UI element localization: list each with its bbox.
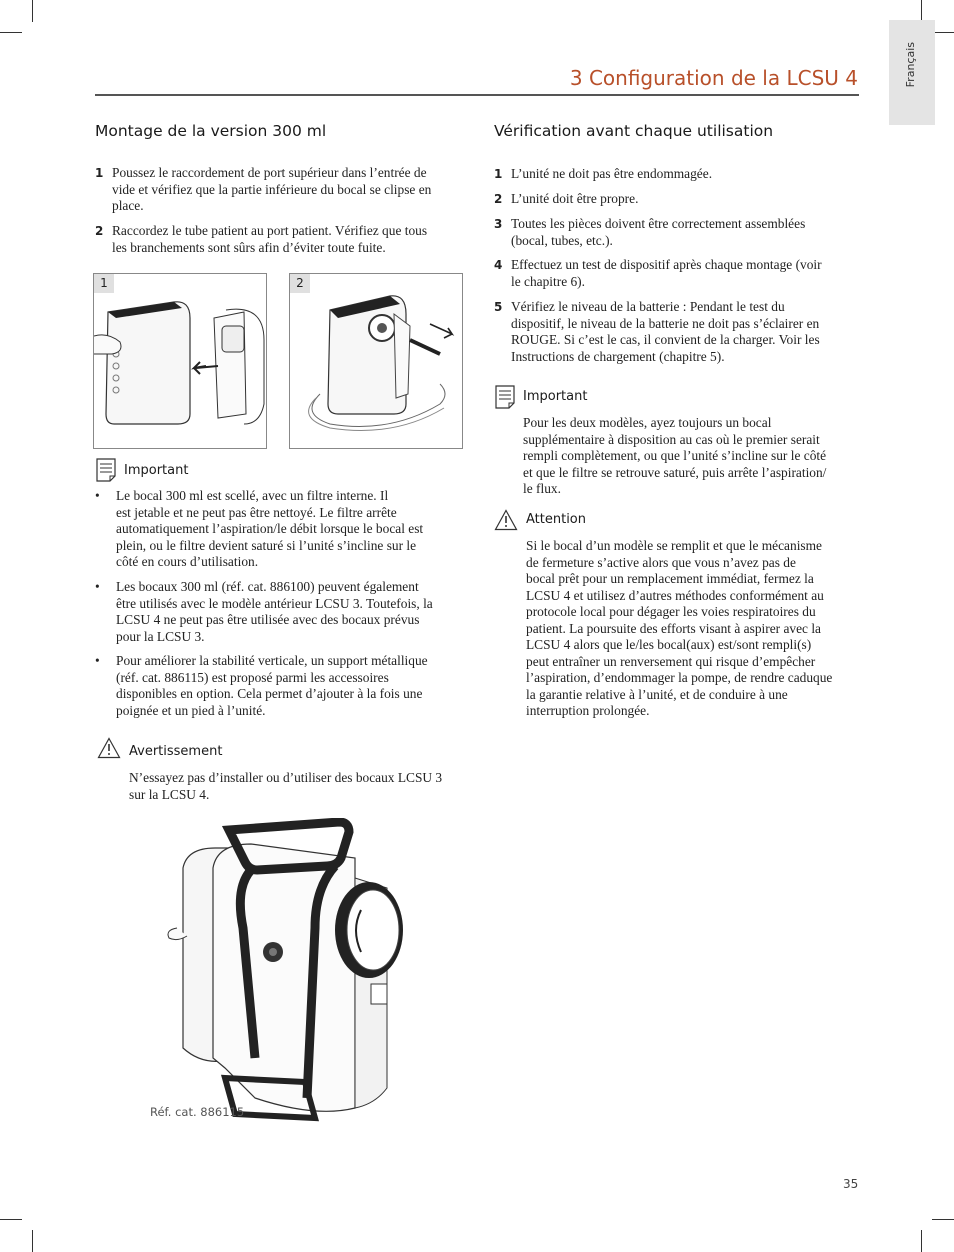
page-number: 35	[843, 1177, 859, 1191]
device-stand-illustration	[165, 818, 415, 1128]
step-line: ROUGE. Si c’est le cas, il convient de la charger. Voir les	[511, 332, 820, 347]
step-line: vide et vérifiez que la partie inférieure du bocal se clipse en	[112, 181, 432, 197]
important-line: supplémentaire à disposition au cas où le premier serait	[523, 431, 820, 447]
figure-2	[289, 273, 463, 449]
warning-line: N’essayez pas d’installer ou d’utiliser des bocaux LCSU 3	[129, 770, 443, 785]
step-line: Raccordez le tube patient au port patient. Vérifiez que tous	[112, 223, 428, 238]
bullet-line: disponibles en option. Cela permet d’ajouter à la fois une	[116, 686, 423, 701]
language-tab	[889, 20, 935, 125]
bullet-line: Pour améliorer la stabilité verticale, un support métallique	[116, 653, 428, 668]
step-line: dispositif, le niveau de la batterie ne doit pas s’éclairer en	[511, 315, 820, 331]
step-line: Vérifiez le niveau de la batterie : Pendant le test du	[511, 299, 785, 314]
bullet-line: (réf. cat. 886115) est proposé parmi les accessoires	[116, 669, 389, 685]
header-rule	[95, 94, 859, 96]
step-line: L’unité ne doit pas être endommagée.	[511, 166, 713, 181]
important-line: le flux.	[523, 481, 561, 496]
step-line: (bocal, tubes, etc.).	[511, 232, 613, 248]
step-line: le chapitre 6).	[511, 273, 585, 289]
unit-assembly-illustration	[94, 274, 266, 448]
crop-mark	[921, 1230, 922, 1252]
step-number: 1	[95, 166, 104, 180]
bullet-line: est jetable et ne peut pas être nettoyé. Le filtre arrête	[116, 504, 397, 520]
language-tab-label: Français	[904, 42, 917, 88]
crop-mark	[932, 1219, 954, 1220]
warning-line: sur la LCSU 4.	[129, 786, 210, 802]
step-number: 1	[494, 167, 503, 181]
warning-label: Avertissement	[129, 744, 223, 759]
bullet-line: côté en cours d’utilisation.	[116, 554, 259, 569]
bullet-line: Les bocaux 300 ml (réf. cat. 886100) peuvent également	[116, 579, 419, 594]
attention-line: interruption prolongée.	[526, 703, 650, 718]
attention-line: de fermeture s’active alors que vous n’avez pas de	[526, 554, 796, 570]
attention-line: LCSU 4 alors que le/les bocal(aux) est/sont rempli(s)	[526, 637, 812, 652]
crop-mark	[932, 32, 954, 33]
attention-label: Attention	[526, 512, 586, 527]
warning-text	[129, 770, 469, 803]
step-number: 4	[494, 258, 503, 272]
bullet-dot: •	[95, 579, 100, 594]
step-line: Toutes les pièces doivent être correctement assemblées	[511, 216, 806, 231]
crop-mark	[921, 0, 922, 22]
attention-line: l’aspiration, d’endommager la pompe, de rendre caduque	[526, 670, 833, 685]
bullet-line: Le bocal 300 ml est scellé, avec un filtre interne. Il	[116, 488, 389, 503]
attention-line: LCSU 4 et utilisez d’autres méthodes conformément au	[526, 587, 824, 603]
bullet-line: LCSU 4 ne peut pas être utilisée avec des bocaux prévus	[116, 612, 420, 627]
note-icon	[495, 385, 515, 409]
important-line: rempli complètement, ou que l’unité s’incline sur le côté	[523, 448, 827, 463]
step-line: Poussez le raccordement de port supérieur dans l’entrée de	[112, 165, 427, 180]
note-icon	[96, 458, 116, 482]
important-text	[523, 415, 863, 498]
step-line: Instructions de chargement (chapitre 5).	[511, 348, 725, 364]
step-line: Effectuez un test de dispositif après chaque montage (voir	[511, 257, 822, 272]
step-line: L’unité doit être propre.	[511, 191, 639, 206]
crop-mark	[0, 1219, 22, 1220]
warning-triangle-icon	[494, 509, 518, 531]
figure-number: 2	[290, 274, 310, 293]
step-line: place.	[112, 198, 144, 213]
important-line: et que le filtre se retrouve saturé, puis arrête l’aspiration/	[523, 464, 827, 480]
bullet-line: poignée et un pied à l’unité.	[116, 702, 266, 718]
section-title: 3 Configuration de la LCSU 4	[569, 66, 858, 90]
bullet-line: pour la LCSU 3.	[116, 628, 205, 644]
attention-line: bocal prêt pour un remplacement immédiat, fermez la	[526, 571, 814, 586]
step-line: les branchements sont sûrs afin d’éviter toute fuite.	[112, 239, 386, 255]
right-heading: Vérification avant chaque utilisation	[494, 122, 774, 140]
figure-number: 1	[94, 274, 114, 293]
attention-line: protocole local pour dégager les voies respiratoires du	[526, 604, 816, 619]
step-number: 3	[494, 217, 503, 231]
important-label: Important	[523, 389, 588, 404]
bullet-line: automatiquement l’aspiration/le débit lorsque le bocal est	[116, 521, 424, 536]
important-line: Pour les deux modèles, ayez toujours un bocal	[523, 415, 772, 430]
step-number: 2	[494, 192, 503, 206]
step-number: 5	[494, 300, 503, 314]
crop-mark	[32, 1230, 33, 1252]
attention-line: la garantie relative à l’unité, et de conduire à une	[526, 686, 788, 702]
attention-line: peut entraîner un renversement qui risque d’empêcher	[526, 653, 816, 669]
left-heading: Montage de la version 300 ml	[95, 122, 327, 140]
bullet-line: plein, ou le filtre devient saturé si l’unité s’incline sur le	[116, 537, 417, 553]
attention-text	[526, 538, 866, 720]
important-label: Important	[124, 463, 189, 478]
step-number: 2	[95, 224, 104, 238]
warning-triangle-icon	[97, 737, 121, 759]
bullet-dot: •	[95, 653, 100, 668]
device-caption: Réf. cat. 886115	[150, 1105, 245, 1119]
bullet-dot: •	[95, 488, 100, 503]
crop-mark	[32, 0, 33, 22]
crop-mark	[0, 32, 22, 33]
attention-line: Si le bocal d’un modèle se remplit et que le mécanisme	[526, 538, 822, 553]
bullet-line: être utilisés avec le modèle antérieur LCSU 3. Toutefois, la	[116, 595, 433, 611]
figure-1	[93, 273, 267, 449]
tube-connection-illustration	[290, 274, 462, 448]
attention-line: patient. La poursuite des efforts visant à aspirer avec la	[526, 620, 821, 636]
